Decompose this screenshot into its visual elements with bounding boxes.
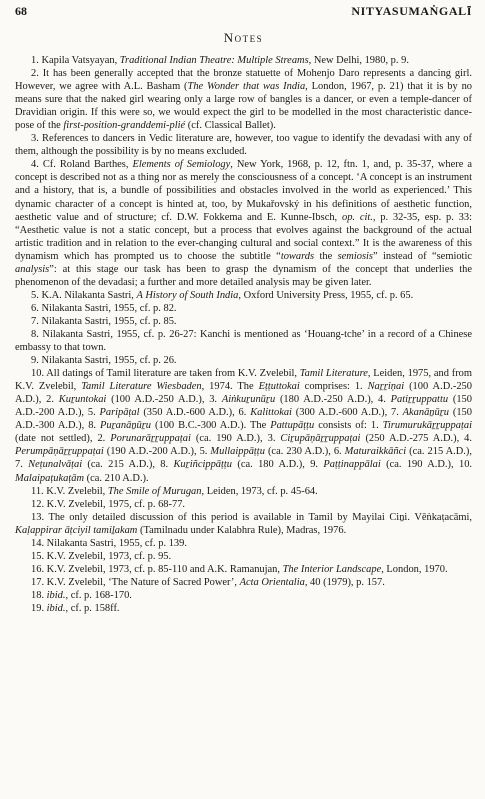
footnote-italic-text: The Smile of Murugan [107,485,202,497]
footnote-italic-text: A History of South India [136,289,239,301]
footnote-text: Cf. Roland Barthes, [42,159,133,171]
footnote-italic-text: Acta Orientalia [239,576,305,588]
footnote [15,328,472,354]
footnote-text: Nilakanta Sastri, 1955, cf. p. 85. [41,315,177,327]
footnote-text: (100 A.D.-250 A.D.), 3. [106,394,222,406]
footnote-text: Nilakanta Sastri, 1955, cf. p. 26. [41,355,177,367]
footnote-text: (150 A.D.-300 A.D.), 8. [15,407,472,432]
footnote-italic-text: Akanāṉūṟu [402,407,450,419]
footnote-text: (190 A.D.-200 A.D.), 5. [103,446,211,458]
footnote-italic-text: Elements of Semiology [132,159,231,171]
footnote-text: (ca. 215 A.D.), 7. [15,446,472,471]
footnote-text: Nilakanta Sastri, 1955, cf. p. 26-27: Kanchi is mentioned as ‘Houang-tche’ in a record of a Chinese embassy to that town. [15,328,472,354]
footnote [15,602,472,615]
footnote-text: K.V. Zvelebil, ‘The Nature of Sacred Power’, [46,576,240,588]
footnote-number: 2. [31,68,39,80]
footnote-italic-text: Naṟṟiṇai [367,381,405,393]
footnote-number: 11. [31,485,44,497]
footnote [15,563,472,576]
footnote-italic-text: The Wonder that was India [187,81,306,93]
footnote-number: 3. [31,133,39,145]
footnote-number: 4. [31,159,39,171]
footnote-italic-text: Kalittokai [250,407,292,419]
footnote-text: , Leiden, 1973, cf. p. 45-64. [201,485,318,497]
footnote-italic-text: Kuṟuntokai [58,394,107,406]
footnote [15,576,472,589]
footnote-text: comprises: 1. [299,381,368,393]
footnote-text: K.V. Zvelebil, [46,485,108,497]
footnote-text: Nilakanta Sastri, 1955, cf. p. 82. [41,302,177,314]
footnote-text: the [314,250,338,262]
footnote-text: (150 A.D.-200 A.D.), 5. [15,394,472,419]
footnote-text: ” instead of “semiotic [372,250,472,262]
footnote-text: , 1974. The [201,381,259,393]
notes-list [15,54,472,615]
footnote-italic-text: Tamil Literature Wiesbaden [81,381,202,393]
footnote-text: (ca. 190 A.D.), 3. [190,433,281,445]
footnote-text: ”: at this stage our task has been to grasp the dynamism of the concept that underlies the phenomenon of the devadasi; a further and more detailed analysis may be given later. [15,263,472,288]
footnote-text: (100 A.D.-250 A.D.), 2. [15,381,472,406]
footnote-text: , Oxford University Press, 1955, cf. p. 65. [238,289,414,301]
footnote [15,54,472,67]
footnote-italic-text: Aiṅkuṟunūṟu [221,394,276,406]
footnote-number: 8. [31,328,39,340]
footnote-italic-text: towards [280,250,315,262]
footnote-italic-text: Tamil Literature [299,368,368,380]
footnote-text: (300 A.D.-600 A.D.), 7. [291,407,403,419]
page-number: 68 [15,4,27,18]
footnote-text: , cf. p. 158ff. [65,602,120,614]
footnote-text: It has been generally accepted that the bronze statuette of Mohenjo Daro represents a dancing girl. However, we agree with A.L. Basham ( [15,68,472,93]
footnote-text: , New Delhi, 1980, p. 9. [308,55,409,66]
footnote-text: (250 A.D.-275 A.D.), 4. [360,433,472,445]
footnote-text: (date not settled), 2. [15,433,111,445]
footnote-text: , London, 1967, p. 21) that it is by no means sure that the naked girl wearing only a large row of bangles is a dancer, or even a temple-dancer of Dravidian origin. If this were so, we would expect the girl to be modelled in the most characteristic dance-pose of the [15,81,473,132]
footnote-text: K.V. Zvelebil, 1973, cf. p. 95. [46,550,172,562]
footnote-number: 10. [31,368,45,380]
footnote-italic-text: semiosis [337,250,373,262]
footnote [15,158,472,288]
footnote [15,67,472,132]
footnote-number: 15. [31,550,45,562]
footnote-italic-text: Neṭunalvāṭai [28,459,83,471]
footnote-italic-text: Tirumurukāṟṟuppaṭai [382,420,472,432]
footnote-italic-text: Patiṟṟuppattu [390,394,449,406]
footnote-text: , cf. p. 168-170. [65,589,132,601]
footnote-italic-text: Traditional Indian Theatre: Multiple Streams [119,55,309,66]
footnote-text: , 40 (1979), p. 157. [304,576,385,588]
footnote-number: 13. [31,511,45,523]
section-title: Notes [223,30,264,45]
footnote-text: All datings of Tamil literature are taken from K.V. Zvelebil, [46,368,300,380]
footnote-italic-text: Kaḷappirar āṭciyil tamiḻakam [15,524,138,536]
footnote-italic-text: Porunarāṟṟuppaṭai [110,433,191,445]
footnote [15,485,472,498]
footnote-number: 9. [31,355,39,367]
footnote [15,354,472,367]
footnote [15,289,472,302]
footnote-number: 12. [31,498,45,510]
footnote [15,367,472,484]
running-title: NITYASUMAṄGALĪ [351,4,472,18]
footnote-number: 6. [31,302,39,314]
footnote-text: (100 B.C.-300 A.D.). The [151,420,271,432]
footnote-text: (ca. 215 A.D.), 8. [82,459,174,471]
footnote-italic-text: The Interior Landscape [282,563,382,575]
footnote-text: (ca. 180 A.D.), 9. [232,459,324,471]
footnote-text: , p. 32-35, esp. p. 33: “Aesthetic value is not a static concept, but a process that evolves against the background of the actual artistic tradition and in relation to the ever-changing cultural and social context.” It is the awareness of this dynamism which has prompted us to choose the subtitle “ [15,211,472,262]
footnote-text: (ca. 230 A.D.), 6. [264,446,345,458]
footnote-italic-text: op. cit. [341,211,373,223]
footnote-text: K.V. Zvelebil, 1973, cf. p. 85-110 and A.K. Ramanujan, [46,563,283,575]
footnote [15,315,472,328]
footnote-italic-text: Puṟanāṉūṟu [100,420,152,432]
page-header [15,4,472,20]
footnote-italic-text: Pattupāṭṭu [270,420,315,432]
footnote-text: (ca. 190 A.D.), 10. [380,459,473,471]
footnote-text: References to dancers in Vedic literature are, however, too vague to identify the devadasi with any of them, although the possibility is by no means excluded. [15,133,472,158]
footnote-italic-text: Paripāṭal [99,407,140,419]
footnote-italic-text: Eṭṭuttokai [258,381,300,393]
footnote-text: Nilakanta Sastri, 1955, cf. p. 139. [46,537,187,549]
footnote-number: 5. [31,289,39,301]
footnote [15,537,472,550]
footnote-number: 14. [31,537,45,549]
footnote-text: , New York, 1968, p. 12, ftn. 1, and, p. 35-37, where a concept is described not as a thing nor as merely the consciousness of a concept. ‘A concept is an instrument and a history, that is, a bundle of possibilities and obstacles involved in the world as experienced.’ This dynamic character of a concept is hinted at, too, by Mukařovský in his definitions of aesthetic function, aesthetic value and of structure; cf. D.W. Fokkema and E. Kunne-Ibsch, [15,159,472,223]
footnote-text: (180 A.D.-250 A.D.), 4. [275,394,391,406]
footnote-text: Kapila Vatsyayan, [41,55,120,66]
footnote-number: 7. [31,315,39,327]
footnote-italic-text: ibid. [46,602,66,614]
footnote-text: , London, 1970. [381,563,448,575]
footnote [15,511,472,537]
footnote [15,498,472,511]
footnote-number: 19. [31,602,45,614]
footnote-italic-text: Paṭṭinappālai [323,459,381,471]
footnote-italic-text: ibid. [46,589,66,601]
footnote-text: consists of: 1. [314,420,383,432]
footnote [15,550,472,563]
footnote-italic-text: Mullaippāṭṭu [210,446,265,458]
footnote [15,302,472,315]
footnote-text: (Tamilnadu under Kalabhra Rule), Madras, 1976. [137,524,347,536]
footnote-italic-text: Malaipaṭukaṭām [15,472,84,484]
footnote [15,589,472,602]
footnote-italic-text: first-position-granddemi-plié [63,120,186,132]
footnote-italic-text: Perumpāṇāṟṟuppaṭai [15,446,104,458]
footnote-text: , Leiden, 1975, and from K.V. Zvelebil, [15,368,473,393]
footnote-number: 1. [31,55,39,66]
footnote-text: (350 A.D.-600 A.D.), 6. [139,407,251,419]
footnote-number: 16. [31,563,45,575]
footnote-text: (ca. 210 A.D.). [84,472,149,484]
footnote-text: K.A. Nilakanta Sastri, [41,289,137,301]
footnote-text: (cf. Classical Ballet). [185,120,276,132]
footnote-text: K.V. Zvelebil, 1975, cf. p. 68-77. [46,498,186,510]
footnote-italic-text: Kuṟiñcippāṭṭu [173,459,233,471]
footnote-number: 17. [31,576,45,588]
footnote-italic-text: Ciṟupāṇāṟṟuppaṭai [280,433,361,445]
footnote [15,132,472,158]
footnote-italic-text: Maturaikkāñci [344,446,407,458]
footnote-italic-text: analysis [15,263,50,275]
footnote-number: 18. [31,589,45,601]
footnote-text: The only detailed discussion of this period is available in Tamil by Mayilai Ciṉi. Vēṅkaṭacāmi, [48,511,472,523]
